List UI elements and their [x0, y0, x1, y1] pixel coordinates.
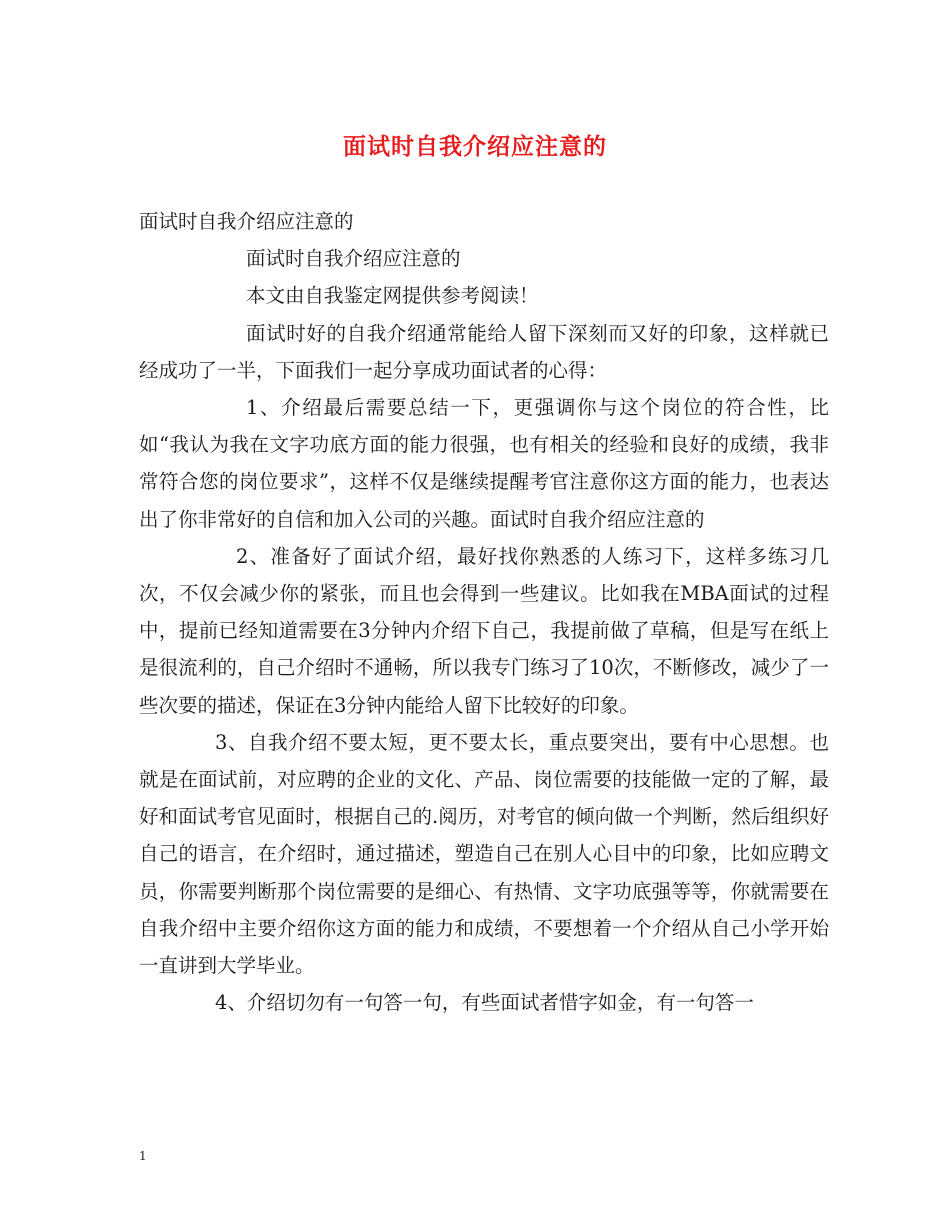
- document-body: [139, 203, 829, 1021]
- paragraph-subheading: 面试时自我介绍应注意的: [246, 247, 461, 271]
- paragraph-source-note: 本文由自我鉴定网提供参考阅读！: [246, 284, 539, 308]
- paragraph-tip-2: 2、准备好了面试介绍，最好找你熟悉的人练习下，这样多练习几次，不仅会减少你的紧张，而且也会得到一些建议。比如我在MBA面试的过程中，提前已经知道需要在3分钟内介绍下自己，我提前做了草稿，但是写在纸上是很流利的，自己介绍时不通畅，所以我专门练习了10次，不断修改，减少了一些次要的描述，保证在3分钟内能给人留下比较好的印象。: [139, 544, 829, 717]
- page-number: 1: [139, 1149, 147, 1163]
- document-title: 面试时自我介绍应注意的: [343, 133, 607, 160]
- paragraph-heading: 面试时自我介绍应注意的: [139, 210, 354, 233]
- paragraph-tip-1: 1、介绍最后需要总结一下，更强调你与这个岗位的符合性，比如“我认为我在文字功底方面的能力很强，也有相关的经验和良好的成绩，我非常符合您的岗位要求”，这样不仅是继续提醒考官注意你这方面的能力，也表达出了你非常好的自信和加入公司的兴趣。面试时自我介绍应注意的: [139, 396, 829, 531]
- paragraph-intro: 面试时好的自我介绍通常能给人留下深刻而又好的印象，这样就已经成功了一半，下面我们一起分享成功面试者的心得：: [139, 321, 829, 382]
- paragraph-tip-3: 3、自我介绍不要太短，更不要太长，重点要突出，要有中心思想。也就是在面试前，对应聘的企业的文化、产品、岗位需要的技能做一定的了解，最好和面试考官见面时，根据自己的.阅历，对考官的倾向做一个判断，然后组织好自己的语言，在介绍时，通过描述，塑造自己在别人心目中的印象，比如应聘文员，你需要判断那个岗位需要的是细心、有热情、文字功底强等等，你就需要在自我介绍中主要介绍你这方面的能力和成绩，不要想着一个介绍从自己小学开始一直讲到大学毕业。: [139, 730, 829, 978]
- paragraph-tip-4: 4、介绍切勿有一句答一句，有些面试者惜字如金，有一句答一: [215, 991, 754, 1015]
